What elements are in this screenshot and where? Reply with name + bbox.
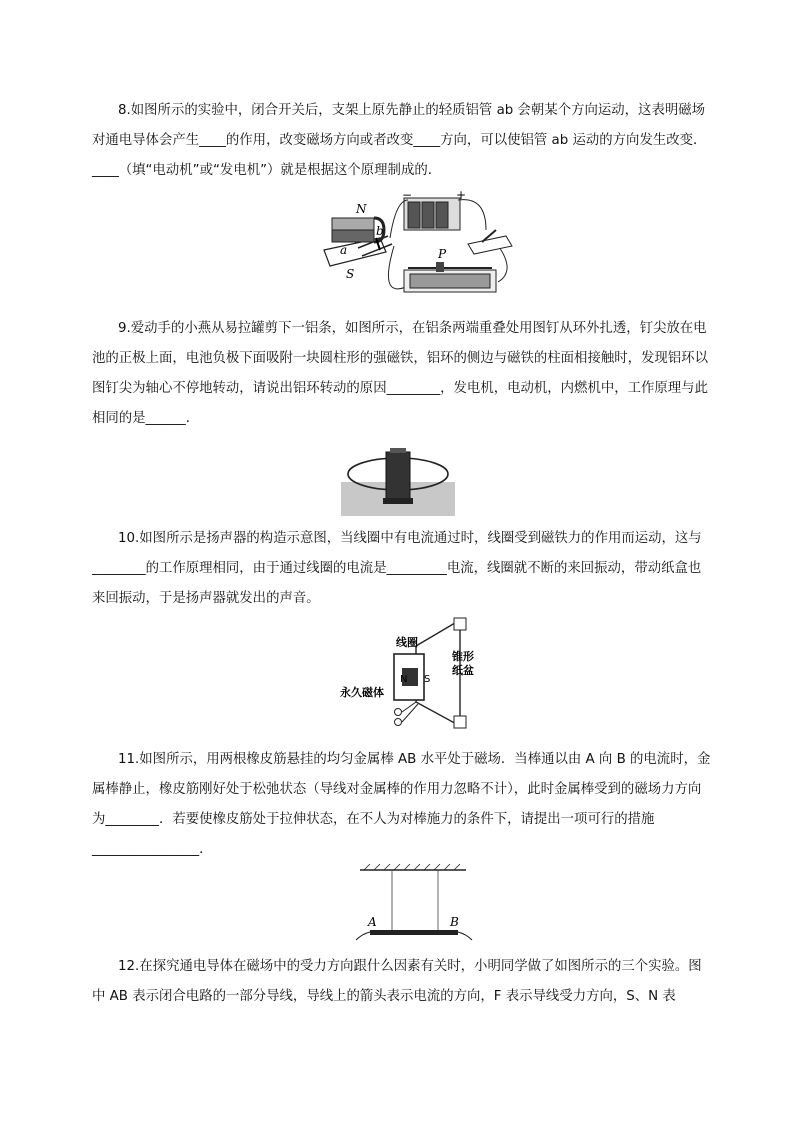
question-11-text: 11.如图所示，用两根橡皮筋悬挂的均匀金属棒 AB 水平处于磁场．当棒通以由 A 向 B 的电流时，金属棒静止，橡皮筋刚好处于松弛状态（导线对金属棒的作用力忽略不计），此时金属棒受到的磁场力方向为________．若要使橡皮筋处于拉伸状态，在不人为对棒施力的条件下，请提出一项可行的措施________________． xyxy=(92,752,711,857)
question-12-text: 12.在探究通电导体在磁场中的受力方向跟什么因素有关时，小明同学做了如图所示的三个实验。图中 AB 表示闭合电路的一部分导线，导线上的箭头表示电流的方向，F 表示导线受力方向，S、N 表 xyxy=(92,959,702,1004)
switch-icon xyxy=(468,230,512,254)
question-9-text: 9.爱动手的小燕从易拉罐剪下一铝条，如图所示，在铝条两端重叠处用图钉从环外扎透，钉尖放在电池的正极上面，电池负极下面吸附一块圆柱形的强磁铁，铝环的侧边与磁铁的柱面相接触时，发现铝环以图钉尖为轴心不停地转动，请说出铝环转动的原因________，发电机，电动机，内燃机中，工作原理与此相同的是______． xyxy=(92,321,708,426)
question-10 xyxy=(92,524,712,614)
rheostat-icon xyxy=(404,247,496,292)
label-a: a xyxy=(340,243,348,257)
label-rod-a: A xyxy=(368,915,377,929)
figure-loudspeaker xyxy=(336,616,486,734)
question-12 xyxy=(92,952,712,1012)
label-minus: − xyxy=(402,190,413,202)
label-magnet-n: N xyxy=(400,674,408,685)
question-10-text: 10.如图所示是扬声器的构造示意图，当线圈中有电流通过时，线圈受到磁铁力的作用而运动，这与________的工作原理相同，由于通过线圈的电流是_________电流，线圈就不断的来回振动，带动纸盒也来回振动，于是扬声器就发出的声音。 xyxy=(92,531,702,606)
label-cone-1: 锥形 xyxy=(452,650,474,663)
label-magnet-s: S xyxy=(424,674,431,685)
figure-ring-motor xyxy=(341,442,455,516)
question-9 xyxy=(92,314,712,434)
label-coil: 线圈 xyxy=(396,636,418,649)
label-rod-b: B xyxy=(450,915,459,929)
label-permanent-magnet: 永久磁体 xyxy=(340,686,384,699)
label-n: N xyxy=(356,202,367,216)
label-b: b xyxy=(376,224,384,238)
figure-motor-experiment xyxy=(318,190,518,310)
label-cone-2: 纸盆 xyxy=(452,664,474,677)
question-8-text: 8.如图所示的实验中，闭合开关后，支架上原先静止的轻质铝管 ab 会朝某个方向运动，这表明磁场对通电导体会产生____的作用，改变磁场方向或者改变____方向，可以使铝管 ab 运动的方向发生改变．____（填“电动机”或“发电机”）就是根据这个原理制成的． xyxy=(92,103,707,178)
label-s: S xyxy=(346,267,355,281)
label-plus: + xyxy=(456,190,467,202)
label-p: P xyxy=(438,247,447,261)
question-11 xyxy=(92,745,712,865)
question-8 xyxy=(92,96,712,186)
battery-icon xyxy=(402,190,466,230)
figure-hanging-rod xyxy=(346,864,476,950)
